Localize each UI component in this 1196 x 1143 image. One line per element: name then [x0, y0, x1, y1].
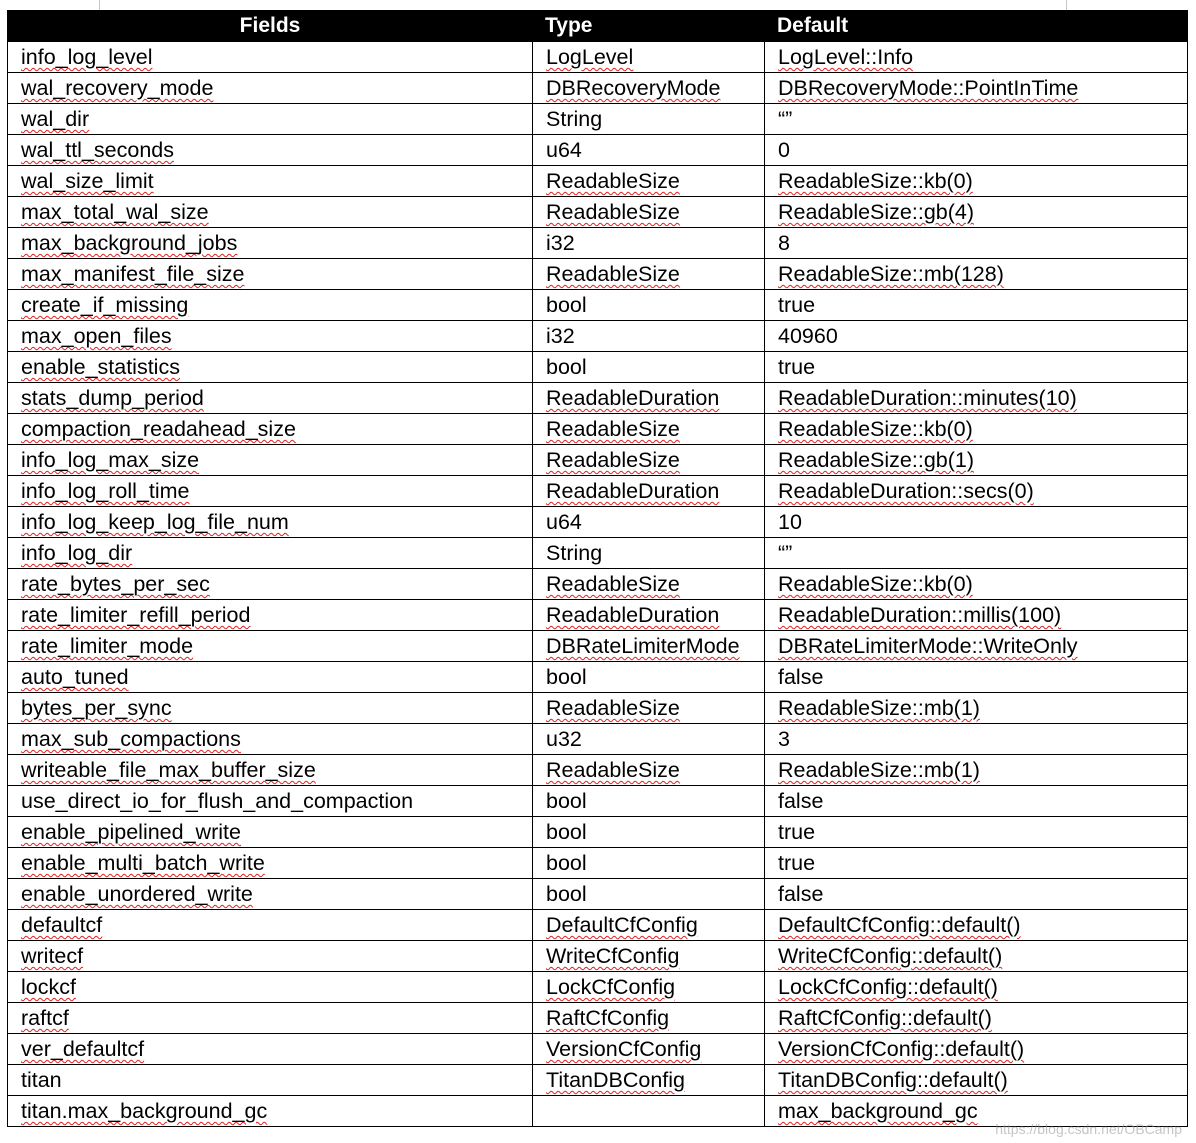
cell-field-text: enable_pipelined_write	[21, 820, 241, 844]
cell-default-text: ReadableSize::kb(0)	[778, 417, 973, 441]
cell-type-text: ReadableDuration	[546, 603, 720, 627]
cell-default-text: 0	[778, 138, 790, 162]
cell-default	[765, 631, 1188, 662]
cell-type	[533, 104, 765, 135]
cell-type-text: bool	[546, 355, 587, 379]
cell-type	[533, 352, 765, 383]
table-row	[8, 910, 1188, 941]
cell-type-text: bool	[546, 665, 587, 689]
cell-field	[8, 166, 533, 197]
cell-default-text: ReadableSize::kb(0)	[778, 572, 973, 596]
table-row	[8, 383, 1188, 414]
cell-default-text: VersionCfConfig::default()	[778, 1037, 1025, 1061]
cell-type	[533, 321, 765, 352]
cell-field-text: lockcf	[21, 975, 76, 999]
cell-field-text: max_open_files	[21, 324, 172, 348]
cell-field	[8, 73, 533, 104]
table-row	[8, 445, 1188, 476]
cell-type-text: ReadableSize	[546, 262, 680, 286]
cell-default	[765, 538, 1188, 569]
table-row	[8, 73, 1188, 104]
cell-type	[533, 1003, 765, 1034]
cell-type-text: u32	[546, 727, 582, 751]
cell-type-text: ReadableSize	[546, 758, 680, 782]
cell-field-text: compaction_readahead_size	[21, 417, 296, 441]
config-table	[7, 10, 1188, 1127]
cell-type	[533, 290, 765, 321]
cell-default	[765, 383, 1188, 414]
cell-type	[533, 166, 765, 197]
cell-default-text: 3	[778, 727, 790, 751]
cell-type	[533, 507, 765, 538]
cell-default-text: WriteCfConfig::default()	[778, 944, 1003, 968]
cell-field	[8, 879, 533, 910]
cell-default	[765, 972, 1188, 1003]
table-row	[8, 259, 1188, 290]
cell-field	[8, 476, 533, 507]
cell-type-text: bool	[546, 851, 587, 875]
cell-default-text: “”	[778, 541, 793, 565]
cell-default-text: ReadableDuration::secs(0)	[778, 479, 1034, 503]
cell-default	[765, 693, 1188, 724]
cell-default-text: ReadableSize::kb(0)	[778, 169, 973, 193]
cell-field-text: wal_recovery_mode	[21, 76, 214, 100]
table-body	[8, 42, 1188, 1127]
cell-field	[8, 445, 533, 476]
cell-default	[765, 414, 1188, 445]
cell-field	[8, 383, 533, 414]
cell-field	[8, 507, 533, 538]
cell-default-text: ReadableDuration::minutes(10)	[778, 386, 1077, 410]
cell-field	[8, 290, 533, 321]
cell-type	[533, 724, 765, 755]
cell-type-text: String	[546, 107, 603, 131]
table-row	[8, 42, 1188, 73]
cell-default	[765, 941, 1188, 972]
cell-default-text: ReadableSize::gb(4)	[778, 200, 975, 224]
cell-field	[8, 848, 533, 879]
cell-default-text: ReadableDuration::millis(100)	[778, 603, 1062, 627]
cell-default	[765, 352, 1188, 383]
cell-field-text: defaultcf	[21, 913, 103, 937]
cell-default-text: 40960	[778, 324, 838, 348]
cell-field	[8, 941, 533, 972]
cell-type-text: ReadableSize	[546, 572, 680, 596]
cell-default	[765, 569, 1188, 600]
table-row	[8, 538, 1188, 569]
cell-default	[765, 290, 1188, 321]
cell-type	[533, 135, 765, 166]
cell-type-text: TitanDBConfig	[546, 1068, 686, 1092]
cell-field-text: writecf	[21, 944, 84, 968]
table-row	[8, 228, 1188, 259]
cell-default	[765, 786, 1188, 817]
cell-field-text: max_sub_compactions	[21, 727, 241, 751]
header-type: Type	[533, 11, 765, 42]
cell-type	[533, 228, 765, 259]
cell-default	[765, 662, 1188, 693]
table-row	[8, 197, 1188, 228]
cell-field	[8, 569, 533, 600]
cell-field	[8, 352, 533, 383]
cell-field	[8, 693, 533, 724]
cell-type-text: ReadableSize	[546, 448, 680, 472]
cell-default	[765, 910, 1188, 941]
table-row	[8, 693, 1188, 724]
cell-default-text: ReadableSize::gb(1)	[778, 448, 975, 472]
page-edge-left	[99, 0, 100, 10]
cell-type	[533, 600, 765, 631]
cell-type-text: String	[546, 541, 603, 565]
table-row	[8, 290, 1188, 321]
cell-type	[533, 817, 765, 848]
cell-field-text: rate_limiter_refill_period	[21, 603, 251, 627]
cell-default	[765, 104, 1188, 135]
cell-type	[533, 414, 765, 445]
cell-type-text: ReadableSize	[546, 417, 680, 441]
cell-field-text: wal_size_limit	[21, 169, 154, 193]
cell-field-text: enable_multi_batch_write	[21, 851, 265, 875]
cell-type	[533, 631, 765, 662]
cell-field	[8, 228, 533, 259]
cell-default	[765, 321, 1188, 352]
table-row	[8, 755, 1188, 786]
cell-field-text: titan.max_background_gc	[21, 1099, 268, 1123]
cell-default-text: true	[778, 851, 816, 875]
cell-default	[765, 1034, 1188, 1065]
cell-field-text: wal_ttl_seconds	[21, 138, 174, 162]
cell-type	[533, 73, 765, 104]
cell-default-text: false	[778, 789, 824, 813]
cell-type-text: i32	[546, 231, 575, 255]
cell-type-text: RaftCfConfig	[546, 1006, 670, 1030]
cell-default	[765, 73, 1188, 104]
cell-field	[8, 197, 533, 228]
cell-default-text: ReadableSize::mb(1)	[778, 696, 980, 720]
cell-type-text: bool	[546, 789, 587, 813]
cell-field-text: info_log_keep_log_file_num	[21, 510, 289, 534]
cell-type-text: bool	[546, 820, 587, 844]
cell-type-text: LogLevel	[546, 45, 634, 69]
cell-type	[533, 755, 765, 786]
table-row	[8, 166, 1188, 197]
cell-field-text: wal_dir	[21, 107, 90, 131]
table-row	[8, 1034, 1188, 1065]
table-row	[8, 786, 1188, 817]
table-row	[8, 879, 1188, 910]
cell-default-text: DefaultCfConfig::default()	[778, 913, 1021, 937]
cell-type-text: ReadableDuration	[546, 479, 720, 503]
watermark: https://blog.csdn.net/OBCamp	[995, 1121, 1182, 1137]
cell-field-text: enable_statistics	[21, 355, 180, 379]
cell-type	[533, 476, 765, 507]
cell-type	[533, 786, 765, 817]
cell-default	[765, 507, 1188, 538]
cell-default	[765, 879, 1188, 910]
cell-default-text: true	[778, 293, 816, 317]
cell-type	[533, 693, 765, 724]
cell-default-text: 8	[778, 231, 790, 255]
cell-type	[533, 1065, 765, 1096]
cell-type-text: VersionCfConfig	[546, 1037, 702, 1061]
cell-default-text: LockCfConfig::default()	[778, 975, 998, 999]
cell-field	[8, 1003, 533, 1034]
table-row	[8, 972, 1188, 1003]
cell-default	[765, 817, 1188, 848]
cell-default-text: true	[778, 355, 816, 379]
cell-default	[765, 755, 1188, 786]
cell-field	[8, 755, 533, 786]
table-header	[8, 11, 1188, 42]
cell-type	[533, 42, 765, 73]
cell-field	[8, 135, 533, 166]
cell-default-text: LogLevel::Info	[778, 45, 914, 69]
cell-default-text: ReadableSize::mb(1)	[778, 758, 980, 782]
page-edge-right	[1066, 0, 1067, 10]
cell-default	[765, 135, 1188, 166]
cell-type-text: LockCfConfig	[546, 975, 676, 999]
cell-type-text: DBRateLimiterMode	[546, 634, 740, 658]
header-row	[8, 11, 1188, 42]
cell-default-text: max_background_gc	[778, 1099, 978, 1123]
cell-default-text: 10	[778, 510, 802, 534]
cell-type	[533, 538, 765, 569]
cell-default-text: TitanDBConfig::default()	[778, 1068, 1008, 1092]
cell-default-text: RaftCfConfig::default()	[778, 1006, 992, 1030]
cell-field	[8, 910, 533, 941]
header-fields: Fields	[8, 11, 533, 42]
cell-field-text: create_if_missing	[21, 293, 189, 317]
cell-default-text: false	[778, 882, 824, 906]
table-row	[8, 414, 1188, 445]
cell-default	[765, 166, 1188, 197]
cell-field-text: max_background_jobs	[21, 231, 238, 255]
table-row	[8, 104, 1188, 135]
table-row	[8, 631, 1188, 662]
table-row	[8, 941, 1188, 972]
cell-field	[8, 414, 533, 445]
cell-field-text: auto_tuned	[21, 665, 129, 689]
cell-field-text: max_total_wal_size	[21, 200, 209, 224]
cell-type	[533, 569, 765, 600]
cell-field-text: info_log_max_size	[21, 448, 200, 472]
cell-field-text: raftcf	[21, 1006, 69, 1030]
cell-type	[533, 848, 765, 879]
table-row	[8, 724, 1188, 755]
cell-default	[765, 1003, 1188, 1034]
cell-field-text: info_log_level	[21, 45, 153, 69]
cell-field-text: info_log_roll_time	[21, 479, 190, 503]
cell-type-text: bool	[546, 882, 587, 906]
cell-default-text: DBRateLimiterMode::WriteOnly	[778, 634, 1078, 658]
cell-type-text: u64	[546, 138, 582, 162]
cell-field-text: stats_dump_period	[21, 386, 204, 410]
table-row	[8, 476, 1188, 507]
cell-field-text: ver_defaultcf	[21, 1037, 145, 1061]
cell-field	[8, 600, 533, 631]
cell-type-text: ReadableSize	[546, 200, 680, 224]
cell-field	[8, 817, 533, 848]
cell-field	[8, 259, 533, 290]
cell-field-text: rate_limiter_mode	[21, 634, 194, 658]
cell-field	[8, 104, 533, 135]
cell-type	[533, 197, 765, 228]
cell-default-text: false	[778, 665, 824, 689]
table-row	[8, 600, 1188, 631]
cell-default	[765, 848, 1188, 879]
cell-type	[533, 662, 765, 693]
header-default: Default	[765, 11, 1188, 42]
cell-type-text: WriteCfConfig	[546, 944, 680, 968]
cell-type	[533, 383, 765, 414]
cell-type-text: DBRecoveryMode	[546, 76, 721, 100]
table-row	[8, 848, 1188, 879]
cell-field	[8, 1096, 533, 1127]
cell-default	[765, 724, 1188, 755]
cell-default	[765, 42, 1188, 73]
table-row	[8, 662, 1188, 693]
cell-field-text: titan	[21, 1068, 62, 1092]
cell-default-text: ReadableSize::mb(128)	[778, 262, 1004, 286]
cell-field-text: bytes_per_sync	[21, 696, 172, 720]
cell-default	[765, 197, 1188, 228]
cell-field	[8, 786, 533, 817]
cell-type	[533, 910, 765, 941]
table-row	[8, 1065, 1188, 1096]
cell-field-text: use_direct_io_for_flush_and_compaction	[21, 789, 414, 813]
cell-field-text: rate_bytes_per_sec	[21, 572, 210, 596]
cell-type-text: ReadableSize	[546, 169, 680, 193]
cell-type-text: bool	[546, 293, 587, 317]
cell-field	[8, 631, 533, 662]
cell-field	[8, 972, 533, 1003]
cell-type-text: u64	[546, 510, 582, 534]
cell-field	[8, 724, 533, 755]
cell-default	[765, 259, 1188, 290]
cell-type-text: ReadableSize	[546, 696, 680, 720]
cell-type-text: DefaultCfConfig	[546, 913, 698, 937]
cell-type-text: ReadableDuration	[546, 386, 720, 410]
cell-field	[8, 1065, 533, 1096]
table-row	[8, 1003, 1188, 1034]
table-row	[8, 135, 1188, 166]
cell-type	[533, 941, 765, 972]
cell-field	[8, 321, 533, 352]
cell-default-text: “”	[778, 107, 793, 131]
cell-type	[533, 879, 765, 910]
cell-type	[533, 1034, 765, 1065]
table-row	[8, 507, 1188, 538]
cell-type	[533, 445, 765, 476]
cell-default	[765, 228, 1188, 259]
cell-default-text: DBRecoveryMode::PointInTime	[778, 76, 1079, 100]
table-row	[8, 352, 1188, 383]
cell-field-text: info_log_dir	[21, 541, 133, 565]
cell-type	[533, 1096, 765, 1127]
cell-default	[765, 445, 1188, 476]
cell-default	[765, 600, 1188, 631]
cell-default	[765, 476, 1188, 507]
table-row	[8, 569, 1188, 600]
table-row	[8, 321, 1188, 352]
cell-type-text: i32	[546, 324, 575, 348]
cell-field	[8, 42, 533, 73]
cell-field	[8, 1034, 533, 1065]
cell-field	[8, 538, 533, 569]
cell-field	[8, 662, 533, 693]
cell-default	[765, 1065, 1188, 1096]
cell-default-text: true	[778, 820, 816, 844]
cell-field-text: max_manifest_file_size	[21, 262, 245, 286]
cell-field-text: enable_unordered_write	[21, 882, 253, 906]
cell-type	[533, 972, 765, 1003]
table-row	[8, 817, 1188, 848]
cell-field-text: writeable_file_max_buffer_size	[21, 758, 316, 782]
cell-type	[533, 259, 765, 290]
